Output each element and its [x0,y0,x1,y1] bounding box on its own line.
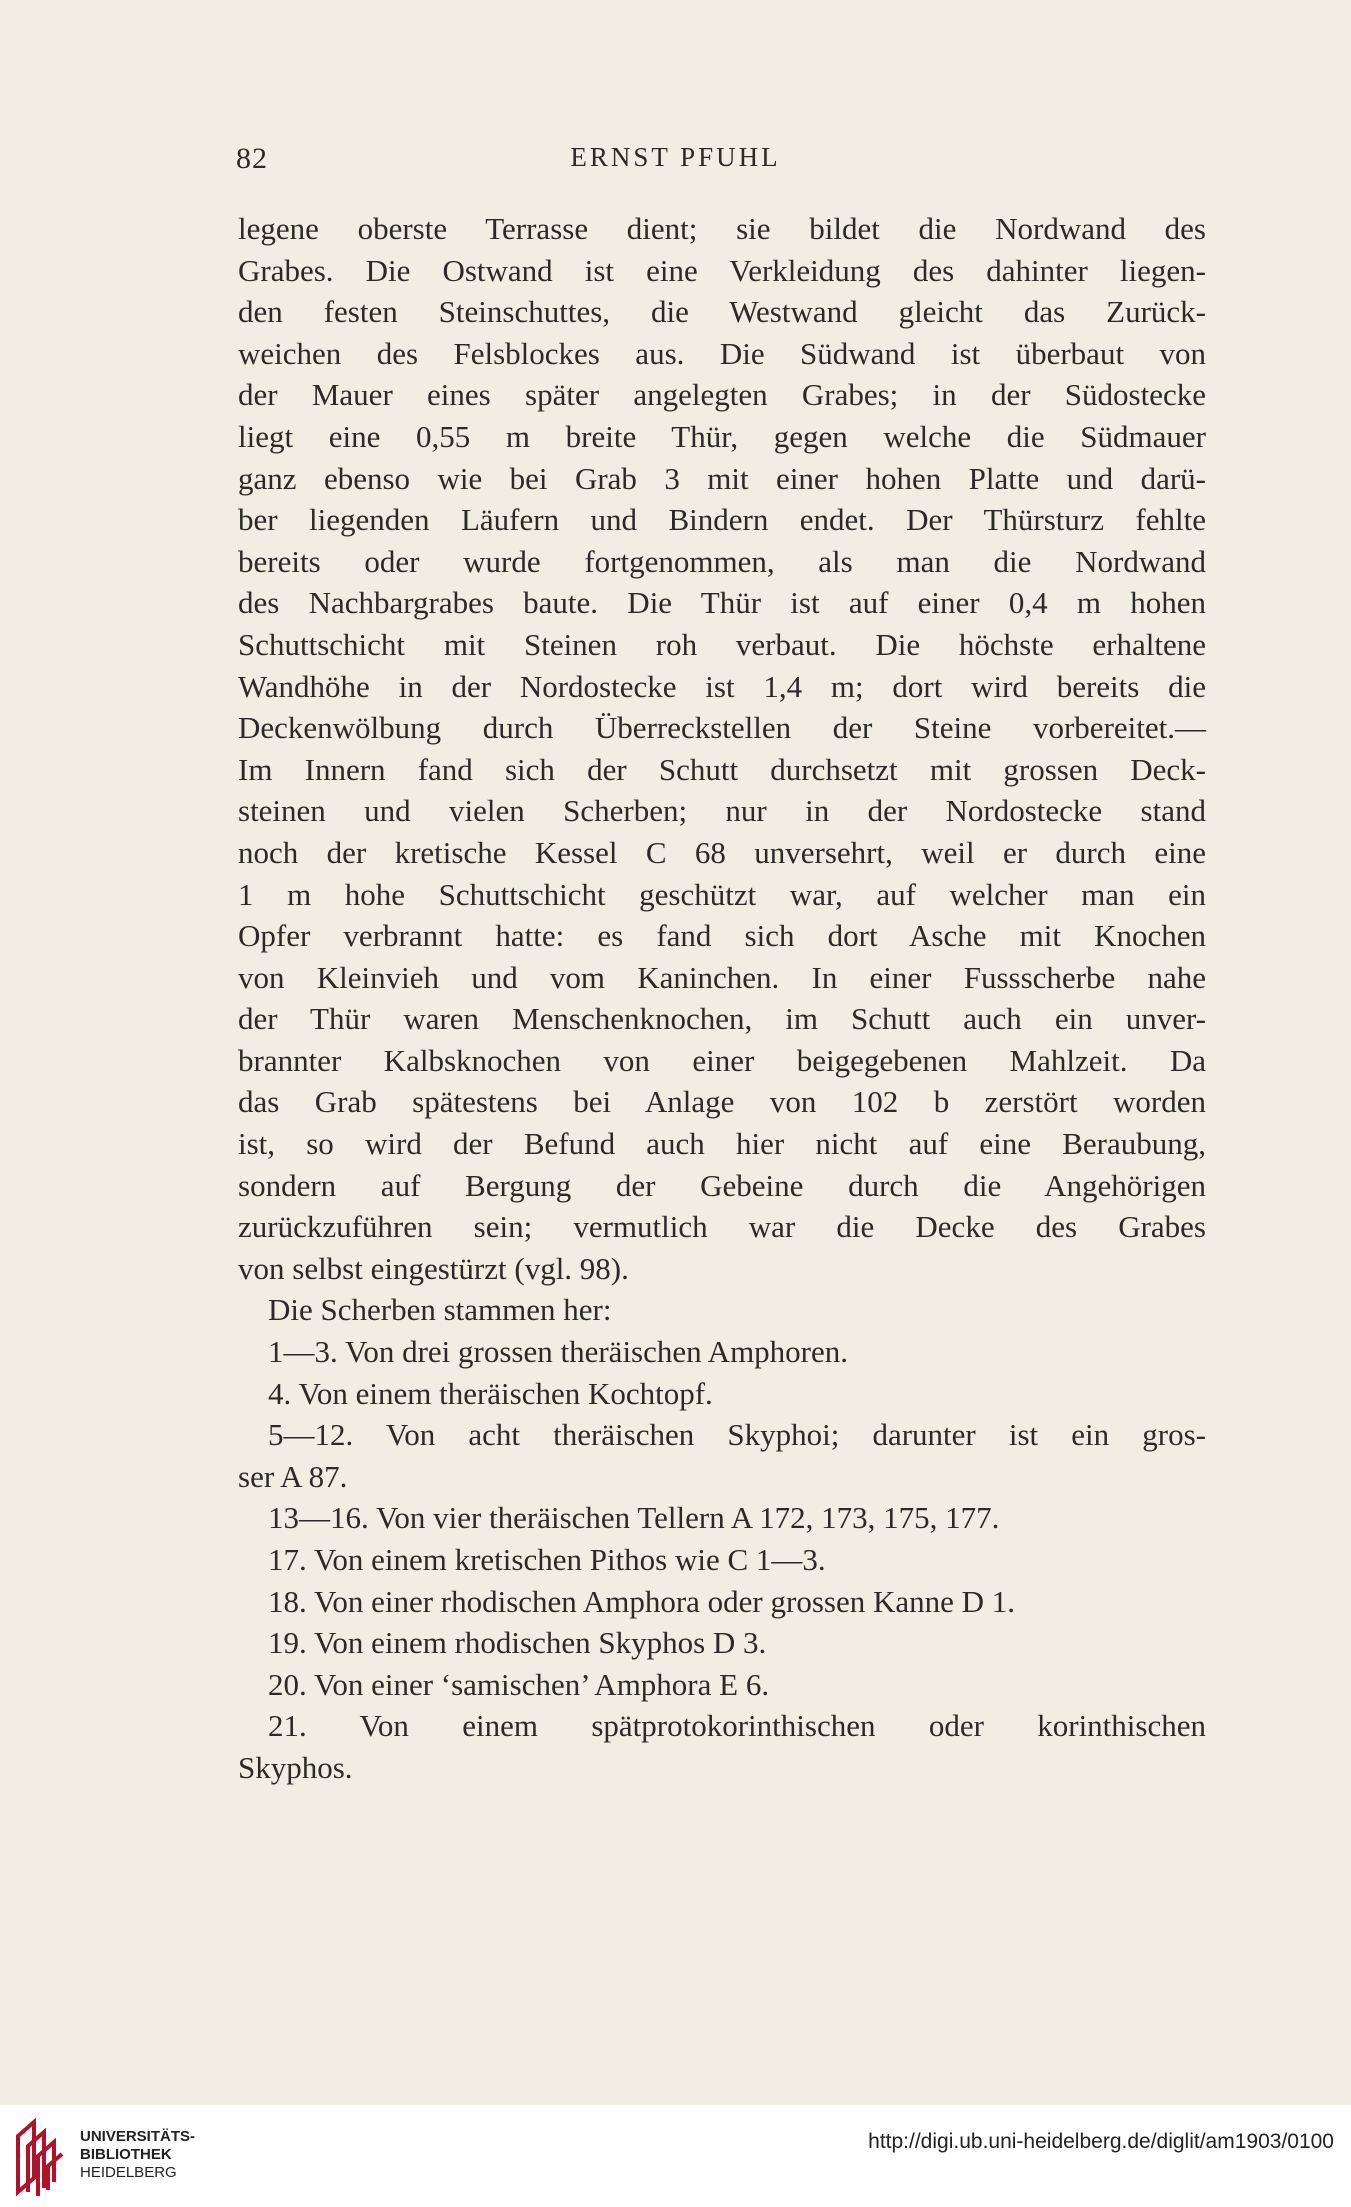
list-item [238,1705,1206,1788]
find-list [238,1331,1206,1789]
list-item [238,1581,1206,1623]
list-item [238,1539,1206,1581]
source-url-link[interactable]: http://digi.ub.uni-heidelberg.de/diglit/am1903/0100 [868,2130,1334,2153]
text-line: zurückzuführen sein; vermutlich war die Decke des Grabes [238,1209,1206,1245]
text-line: weichen des Felsblockes aus. Die Südwand ist überbaut von [238,335,1206,371]
list-item-text: 21. Von einem spätprotokorinthischen oder korinthischen [268,1708,1206,1744]
text-line: Deckenwölbung durch Überreckstellen der Steine vorbereitet.— [238,710,1206,746]
text-line: ganz ebenso wie bei Grab 3 mit einer hohen Platte und darü- [238,460,1206,496]
text-line: liegt eine 0,55 m breite Thür, gegen welche die Südmauer [238,418,1206,454]
list-item-text-continued: Skyphos. [238,1749,353,1785]
library-name-line: BIBLIOTHEK [80,2146,172,2163]
text-line: ist, so wird der Befund auch hier nicht auf eine Beraubung, [238,1126,1206,1162]
text-line: von Kleinvieh und vom Kaninchen. In einer Fussscherbe nahe [238,959,1206,995]
text-line: bereits oder wurde fortgenommen, als man die Nordwand [238,543,1206,579]
list-item [238,1331,1206,1373]
list-item [238,1414,1206,1497]
text-line: Wandhöhe in der Nordostecke ist 1,4 m; dort wird bereits die [238,668,1206,704]
list-item-text: 20. Von einer ‘samischen’ Amphora E 6. [268,1666,770,1702]
list-item-text: 13—16. Von vier theräischen Tellern A 172, 173, 175, 177. [268,1500,1000,1536]
text-line: des Nachbargrabes baute. Die Thür ist auf einer 0,4 m hohen [238,585,1206,621]
footer-bar [0,2105,1351,2207]
list-item-text: 18. Von einer rhodischen Amphora oder grossen Kanne D 1. [268,1583,1016,1619]
list-item-text: 5—12. Von acht theräischen Skyphoi; darunter ist ein gros- [268,1417,1206,1453]
text-line: das Grab spätestens bei Anlage von 102 b zerstört worden [238,1084,1206,1120]
page-number: 82 [236,142,268,175]
text-line: den festen Steinschuttes, die Westwand gleicht das Zurück- [238,294,1206,330]
text-line: Opfer verbrannt hatte: es fand sich dort Asche mit Knochen [238,918,1206,954]
text-line: sondern auf Bergung der Gebeine durch die Angehörigen [238,1167,1206,1203]
text-line: legene oberste Terrasse dient; sie bildet die Nordwand des [238,211,1206,246]
text-line: noch der kretische Kessel C 68 unversehrt, weil er durch eine [238,834,1206,870]
text-line: Die Scherben stammen her: [268,1292,612,1328]
list-item [238,1622,1206,1664]
text-line: Grabes. Die Ostwand ist eine Verkleidung des dahinter liegen- [238,252,1206,288]
list-item [238,1664,1206,1706]
list-item [238,1373,1206,1415]
text-line: steinen und vielen Scherben; nur in der Nordostecke stand [238,793,1206,829]
list-item-text: 1—3. Von drei grossen theräischen Amphoren. [268,1334,849,1370]
running-head: ERNST PFUHL [570,142,781,172]
text-line: der Mauer eines später angelegten Grabes; in der Südostecke [238,377,1206,413]
list-item-text: 17. Von einem kretischen Pithos wie C 1—3. [268,1542,826,1577]
list-item [238,1497,1206,1539]
text-line: von selbst eingestürzt (vgl. 98). [238,1250,629,1286]
library-name [80,2128,195,2182]
text-line: brannter Kalbsknochen von einer beigegebenen Mahlzeit. Da [238,1042,1206,1078]
body-text [238,208,1206,1789]
text-line: Im Innern fand sich der Schutt durchsetzt mit grossen Deck- [238,751,1206,787]
text-line: ber liegenden Läufern und Bindern endet. Der Thürsturz fehlte [238,502,1206,538]
library-logo-icon [12,2112,68,2198]
text-line: Schuttschicht mit Steinen roh verbaut. Die höchste erhaltene [238,626,1206,662]
list-item-text: 4. Von einem theräischen Kochtopf. [268,1375,713,1411]
list-item-text: 19. Von einem rhodischen Skyphos D 3. [268,1625,767,1661]
library-name-line: HEIDELBERG [80,2164,177,2181]
list-item-text-continued: ser A 87. [238,1458,348,1494]
paragraph-main [238,208,1206,1289]
library-name-line: UNIVERSITÄTS- [80,2128,196,2145]
text-line: der Thür waren Menschenknochen, im Schutt auch ein unver- [238,1001,1206,1037]
text-line: 1 m hohe Schuttschicht geschützt war, auf welcher man ein [238,876,1206,912]
paragraph-intro-list [238,1289,1206,1331]
